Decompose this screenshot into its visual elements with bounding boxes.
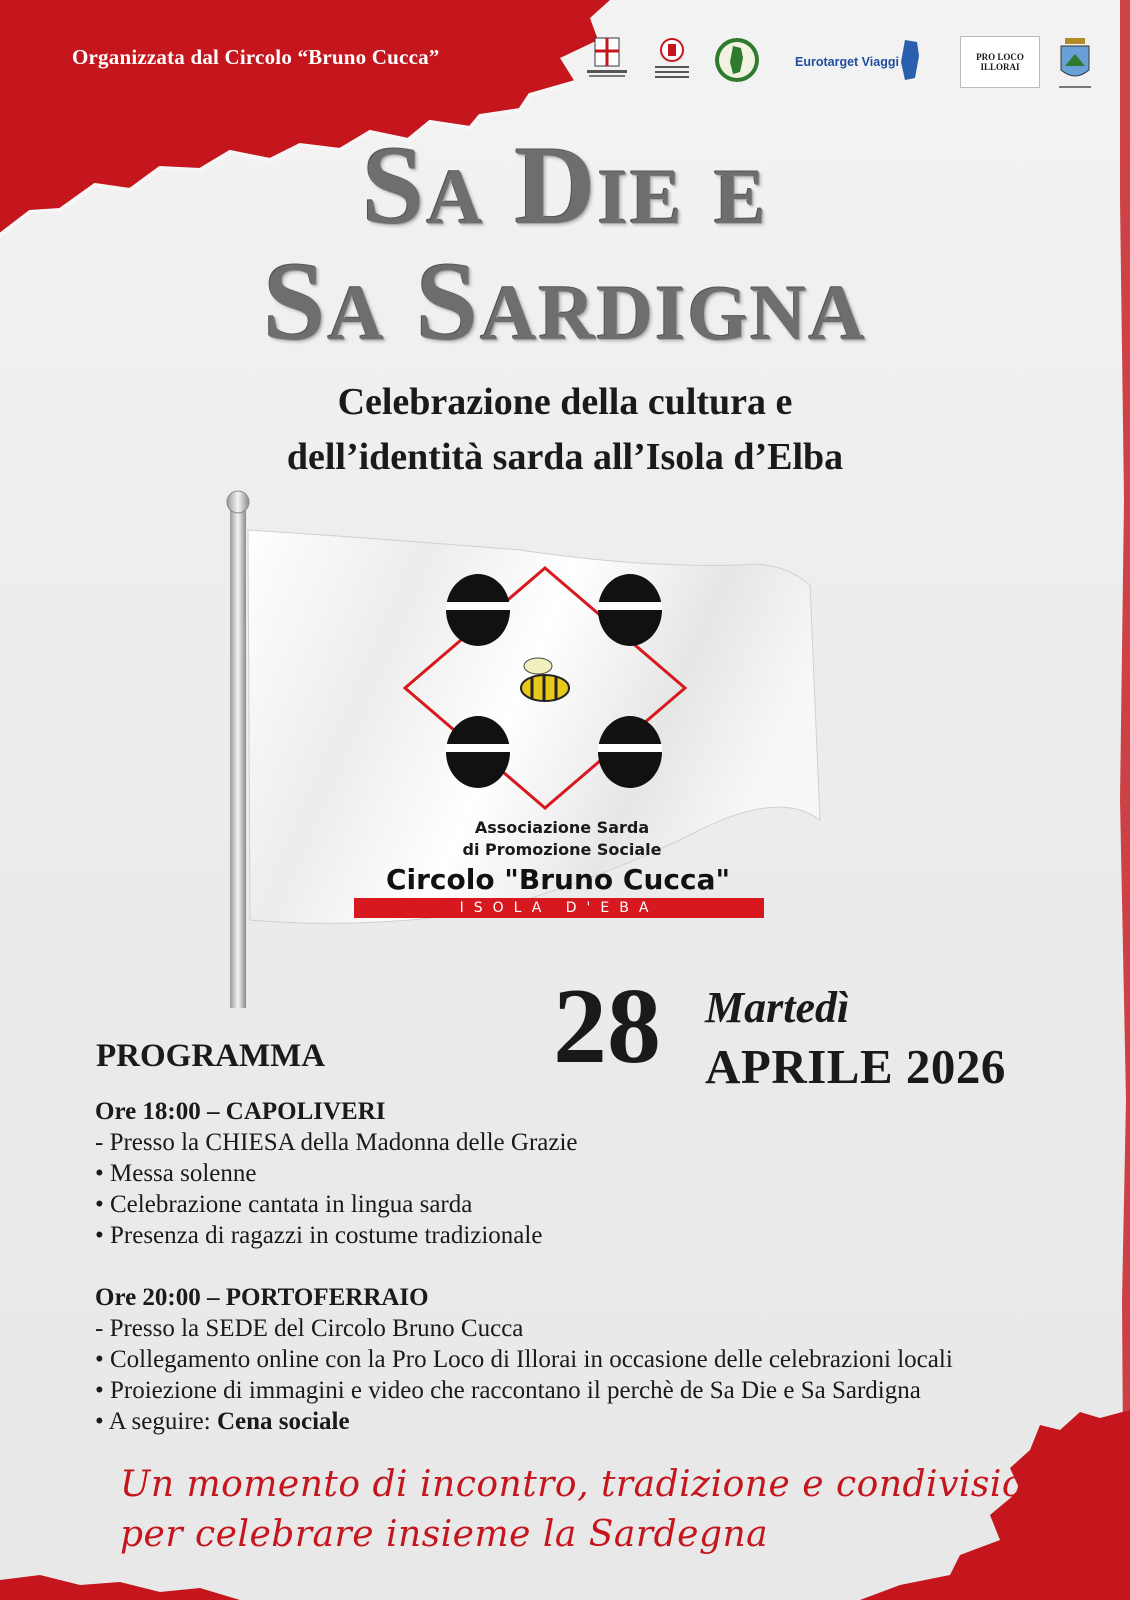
date-month-year: APRILE 2026 [705, 1039, 1006, 1094]
event-title-line2: Sa Sardigna [263, 240, 867, 364]
eurotarget-text: Eurotarget Viaggi [795, 55, 899, 69]
closing-line2: per celebrare insieme la Sardegna [120, 1514, 769, 1555]
fasi-logo [647, 36, 697, 86]
date-day: 28 [553, 967, 661, 1086]
dinner-label: Cena sociale [216, 1408, 350, 1435]
program-line: - Presso la SEDE del Circolo Bruno Cucca [95, 1315, 524, 1342]
program-block-capoliveri [95, 1096, 578, 1251]
proloco-line1: PRO LOCO [976, 52, 1024, 62]
program-line: • Celebrazione cantata in lingua sarda [95, 1191, 473, 1218]
sponsor-logos [585, 36, 1105, 92]
comune-coat-of-arms [1055, 36, 1095, 92]
dinner-prefix: • A seguire: [95, 1408, 217, 1435]
date-weekday: Martedì [705, 983, 850, 1032]
programma-heading: PROGRAMMA [96, 1038, 326, 1074]
program-line: • Proiezione di immagini e video che raccontano il perchè de Sa Die e Sa Sardigna [95, 1377, 921, 1404]
proloco-illorai-logo [960, 36, 1040, 88]
program-line: • Collegamento online con la Pro Loco di Illorai in occasione delle celebrazioni locali [95, 1346, 953, 1373]
program-block-head: Ore 20:00 – PORTOFERRAIO [95, 1284, 429, 1311]
organizer-text: Organizzata dal Circolo “Bruno Cucca” [72, 45, 440, 69]
program-block-head: Ore 18:00 – CAPOLIVERI [95, 1098, 386, 1125]
subtitle-line2: dell’identità sarda all’Isola d’Elba [286, 436, 844, 478]
sardinia-round-logo [713, 36, 761, 84]
program-line: - Presso la CHIESA della Madonna delle Grazie [95, 1129, 578, 1156]
proloco-line2: ILLORAI [980, 62, 1020, 72]
sardinia-map-icon [897, 38, 923, 82]
closing-line1: Un momento di incontro, tradizione e condivisione [120, 1464, 1070, 1505]
event-title-line1: Sa Die e [362, 124, 768, 248]
flag-assoc-line1: Associazione Sarda [474, 818, 650, 837]
program-line: • Presenza di ragazzi in costume tradizionale [95, 1222, 543, 1249]
flag-assoc-line2: di Promozione Sociale [462, 840, 662, 859]
regione-sardegna-logo [585, 36, 629, 80]
program-block-portoferraio [95, 1282, 953, 1437]
flag-circolo-name: Circolo "Bruno Cucca" [385, 863, 731, 896]
program-line-dinner [95, 1406, 953, 1437]
flag-red-band: ISOLA D'EBA [354, 898, 764, 918]
program-line: • Messa solenne [95, 1160, 257, 1187]
circolo-flag-image [220, 490, 870, 1010]
subtitle-line1: Celebrazione della cultura e [337, 381, 793, 423]
flag-association-text [412, 817, 712, 861]
